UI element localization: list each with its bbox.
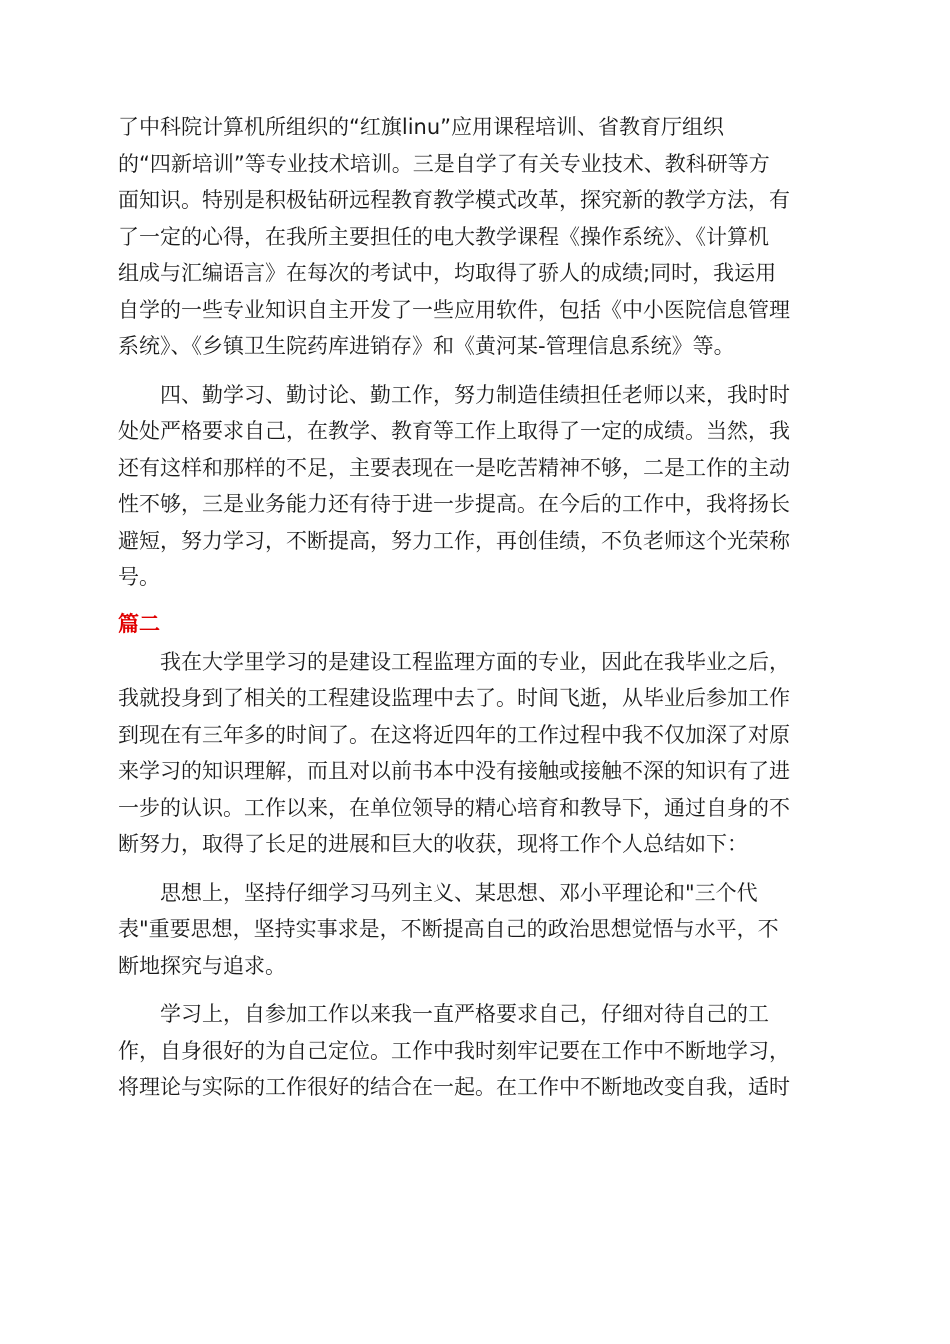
paragraph-line: 处处严格要求自己，在教学、教育等工作上取得了一定的成绩。当然，我 [118,419,790,443]
paragraph-line: 了中科院计算机所组织的“红旗linu”应用课程培训、省教育厅组织 [118,115,725,139]
paragraph-line: 将理论与实际的工作很好的结合在一起。在工作中不断地改变自我，适时 [118,1075,790,1099]
paragraph-3 [118,644,834,863]
paragraph-line: 思想上，坚持仔细学习马列主义、某思想、邓小平理论和"三个代 [160,880,758,905]
paragraph-line: 的“四新培训”等专业技术培训。三是自学了有关专业技术、教科研等方 [118,151,770,176]
paragraph-4 [118,875,834,985]
paragraph-line: 来学习的知识理解，而且对以前书本中没有接触或接触不深的知识有了进 [118,759,790,783]
paragraph-line: 还有这样和那样的不足，主要表现在一是吃苦精神不够，二是工作的主动 [118,455,790,480]
paragraph-line: 表"重要思想，坚持实事求是，不断提高自己的政治思想觉悟与水平，不 [118,917,779,941]
paragraph-gap [118,984,834,996]
paragraph-5 [118,996,834,1106]
paragraph-line: 性不够，三是业务能力还有待于进一步提高。在今后的工作中，我将扬长 [118,492,790,516]
paragraph-gap [118,863,834,875]
paragraph-line: 到现在有三年多的时间了。在这将近四年的工作过程中我不仅加深了对原 [118,722,790,747]
paragraph-line: 号。 [118,565,160,589]
paragraph-1 [118,109,834,365]
document-page [118,109,834,1106]
paragraph-line: 避短，努力学习，不断提高，努力工作，再创佳绩，不负老师这个光荣称 [118,528,790,553]
paragraph-line: 学习上，自参加工作以来我一直严格要求自己，仔细对待自己的工 [160,1002,769,1026]
section-heading: 篇二 [118,611,160,636]
paragraph-line: 作，自身很好的为自己定位。工作中我时刻牢记要在工作中不断地学习， [118,1038,790,1063]
paragraph-line: 我在大学里学习的是建设工程监理方面的专业，因此在我毕业之后， [160,649,790,674]
paragraph-line: 系统》、《乡镇卫生院药库进销存》和《黄河某-管理信息系统》等。 [118,334,735,358]
paragraph-line: 了一定的心得，在我所主要担任的电大教学课程《操作系统》、《计算机 [118,224,769,249]
paragraph-2 [118,377,834,596]
paragraph-line: 四、勤学习、勤讨论、勤工作，努力制造佳绩担任老师以来，我时时 [160,382,790,407]
paragraph-gap [118,365,834,377]
paragraph-line: 面知识。特别是积极钻研远程教育教学模式改革，探究新的教学方法，有 [118,188,790,212]
paragraph-line: 一步的认识。工作以来，在单位领导的精心培育和教导下，通过自身的不 [118,795,790,820]
paragraph-line: 断努力，取得了长足的进展和巨大的收获，现将工作个人总结如下： [118,832,748,856]
paragraph-line: 组成与汇编语言》在每次的考试中，均取得了骄人的成绩;同时，我运用 [118,261,777,285]
paragraph-line: 断地探究与追求。 [118,953,286,978]
paragraph-line: 自学的一些专业知识自主开发了一些应用软件，包括《中小医院信息管理 [118,297,790,322]
paragraph-line: 我就投身到了相关的工程建设监理中去了。时间飞逝，从毕业后参加工作 [118,686,790,710]
